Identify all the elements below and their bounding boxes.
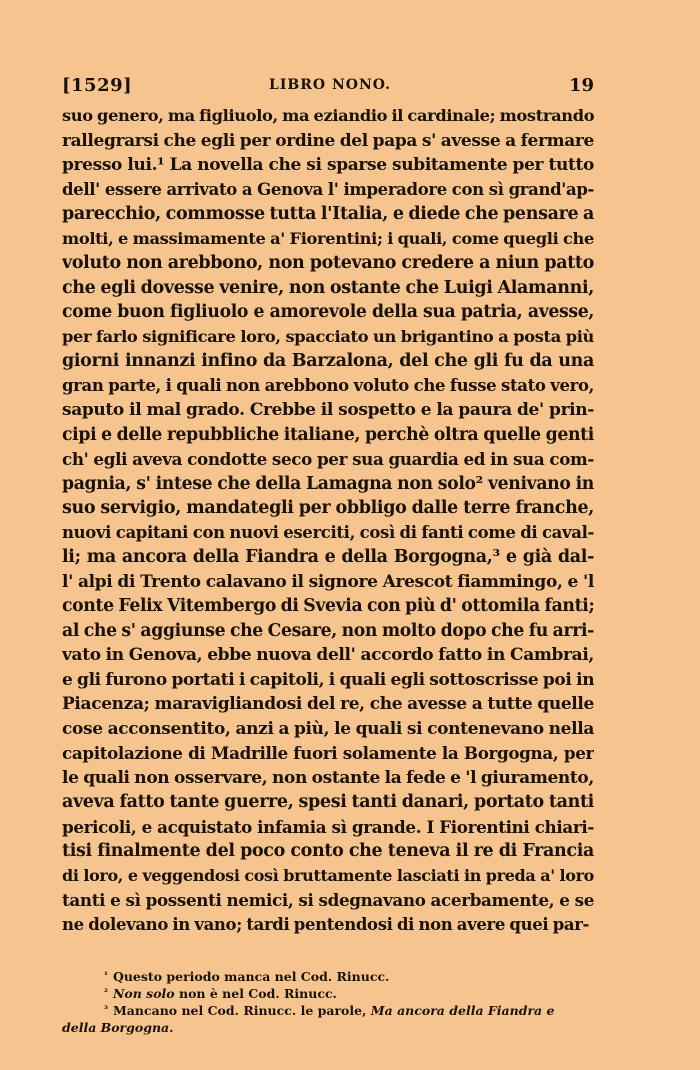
text-line: gran parte, i quali non arebbono voluto che fusse stato vero, bbox=[62, 375, 594, 395]
text-line: capitolazione di Madrille fuori solamente la Borgogna, per bbox=[62, 743, 594, 763]
text-line: l' alpi di Trento calavano il signore Arescot fiammingo, e 'l bbox=[62, 571, 594, 592]
text-line: suo servigio, mandategli per obbligo dalle terre franche, bbox=[62, 498, 594, 518]
text-line: le quali non osservare, non ostante la fede e 'l giuramento, bbox=[62, 767, 594, 788]
footnote-italic: Ma ancora della Fiandra e bbox=[370, 1003, 555, 1018]
text-line: nuovi capitani con nuovi eserciti, così di fanti come di caval- bbox=[62, 522, 594, 542]
footnote-1 bbox=[62, 968, 594, 985]
text-line: giorni innanzi infino da Barzalona, del che gli fu da una bbox=[62, 351, 594, 371]
text-line: tisi finalmente del poco conto che teneva il re di Francia bbox=[62, 841, 594, 861]
footnote-italic: Non solo bbox=[112, 986, 175, 1001]
footnote-2 bbox=[62, 985, 594, 1002]
text-line: dell' essere arrivato a Genova l' imperadore con sì grand'ap- bbox=[62, 179, 594, 199]
text-line: conte Felix Vitembergo di Svevia con più d' ottomila fanti; bbox=[62, 596, 594, 616]
text-line: pericoli, e acquistato infamia sì grande. I Fiorentini chiari- bbox=[62, 816, 594, 837]
page-number: 19 bbox=[568, 75, 594, 96]
text-line: ch' egli aveva condotte seco per sua guardia ed in sua com- bbox=[62, 449, 594, 469]
text-line: molti, e massimamente a' Fiorentini; i quali, come quegli che bbox=[62, 228, 594, 248]
text-line: di loro, e veggendosi così bruttamente lasciati in preda a' loro bbox=[62, 865, 594, 885]
text-line: tanti e sì possenti nemici, si sdegnavano acerbamente, e se bbox=[62, 890, 594, 910]
text-line: rallegrarsi che egli per ordine del papa s' avesse a fermare bbox=[62, 130, 594, 151]
text-line: presso lui.¹ La novella che si sparse subitamente per tutto bbox=[62, 155, 594, 175]
text-line: ne dolevano in vano; tardi pentendosi di non avere quei par- bbox=[62, 914, 590, 934]
body-text bbox=[62, 104, 594, 937]
text-line: Piacenza; maravigliandosi del re, che avesse a tutte quelle bbox=[62, 694, 594, 714]
header-year: [1529] bbox=[62, 75, 133, 96]
text-line: li; ma ancora della Fiandra e della Borgogna,³ e già dal- bbox=[62, 547, 594, 567]
footnote-3 bbox=[62, 1002, 594, 1019]
text-line: al che s' aggiunse che Cesare, non molto dopo che fu arri- bbox=[62, 620, 594, 641]
footnotes bbox=[62, 968, 594, 1036]
running-header bbox=[62, 75, 598, 101]
text-line: aveva fatto tante guerre, spesi tanti danari, portato tanti bbox=[62, 792, 594, 812]
text-line: suo genero, ma figliuolo, ma eziandio il cardinale; mostrando bbox=[62, 106, 594, 125]
text-line: parecchio, commosse tutta l'Italia, e diede che pensare a bbox=[62, 204, 594, 224]
footnote-text: . bbox=[169, 1020, 174, 1035]
text-line: cose acconsentito, anzi a più, le quali si contenevano nella bbox=[62, 718, 594, 739]
footnote-mark: ¹ bbox=[104, 971, 108, 981]
text-line: vato in Genova, ebbe nuova dell' accordo fatto in Cambrai, bbox=[62, 645, 594, 665]
header-title: LIBRO NONO. bbox=[269, 77, 391, 93]
footnote-mark: ² bbox=[104, 988, 108, 998]
text-line: che egli dovesse venire, non ostante che Luigi Alamanni, bbox=[62, 277, 594, 298]
footnote-italic: della Borgogna bbox=[62, 1020, 170, 1035]
footnote-3-continuation bbox=[62, 1019, 594, 1036]
text-line: e gli furono portati i capitoli, i quali egli sottoscrisse poi in bbox=[62, 669, 594, 690]
text-line: pagnia, s' intese che della Lamagna non solo² venivano in bbox=[62, 473, 594, 494]
footnote-mark: ³ bbox=[104, 1005, 108, 1015]
footnote-text: Questo periodo manca nel Cod. Rinucc. bbox=[112, 969, 390, 984]
text-line: voluto non arebbono, non potevano credere a niun patto bbox=[62, 253, 594, 273]
text-line: cipi e delle repubbliche italiane, perchè oltra quelle genti bbox=[62, 424, 594, 445]
text-line: come buon figliuolo e amorevole della sua patria, avesse, bbox=[62, 302, 594, 322]
text-line: per farlo significare loro, spacciato un brigantino a posta più bbox=[62, 326, 594, 346]
footnote-text: Mancano nel Cod. Rinucc. le parole, bbox=[112, 1003, 371, 1018]
text-line: saputo il mal grado. Crebbe il sospetto e la paura de' prin- bbox=[62, 400, 594, 420]
footnote-text: non è nel Cod. Rinucc. bbox=[174, 986, 337, 1001]
